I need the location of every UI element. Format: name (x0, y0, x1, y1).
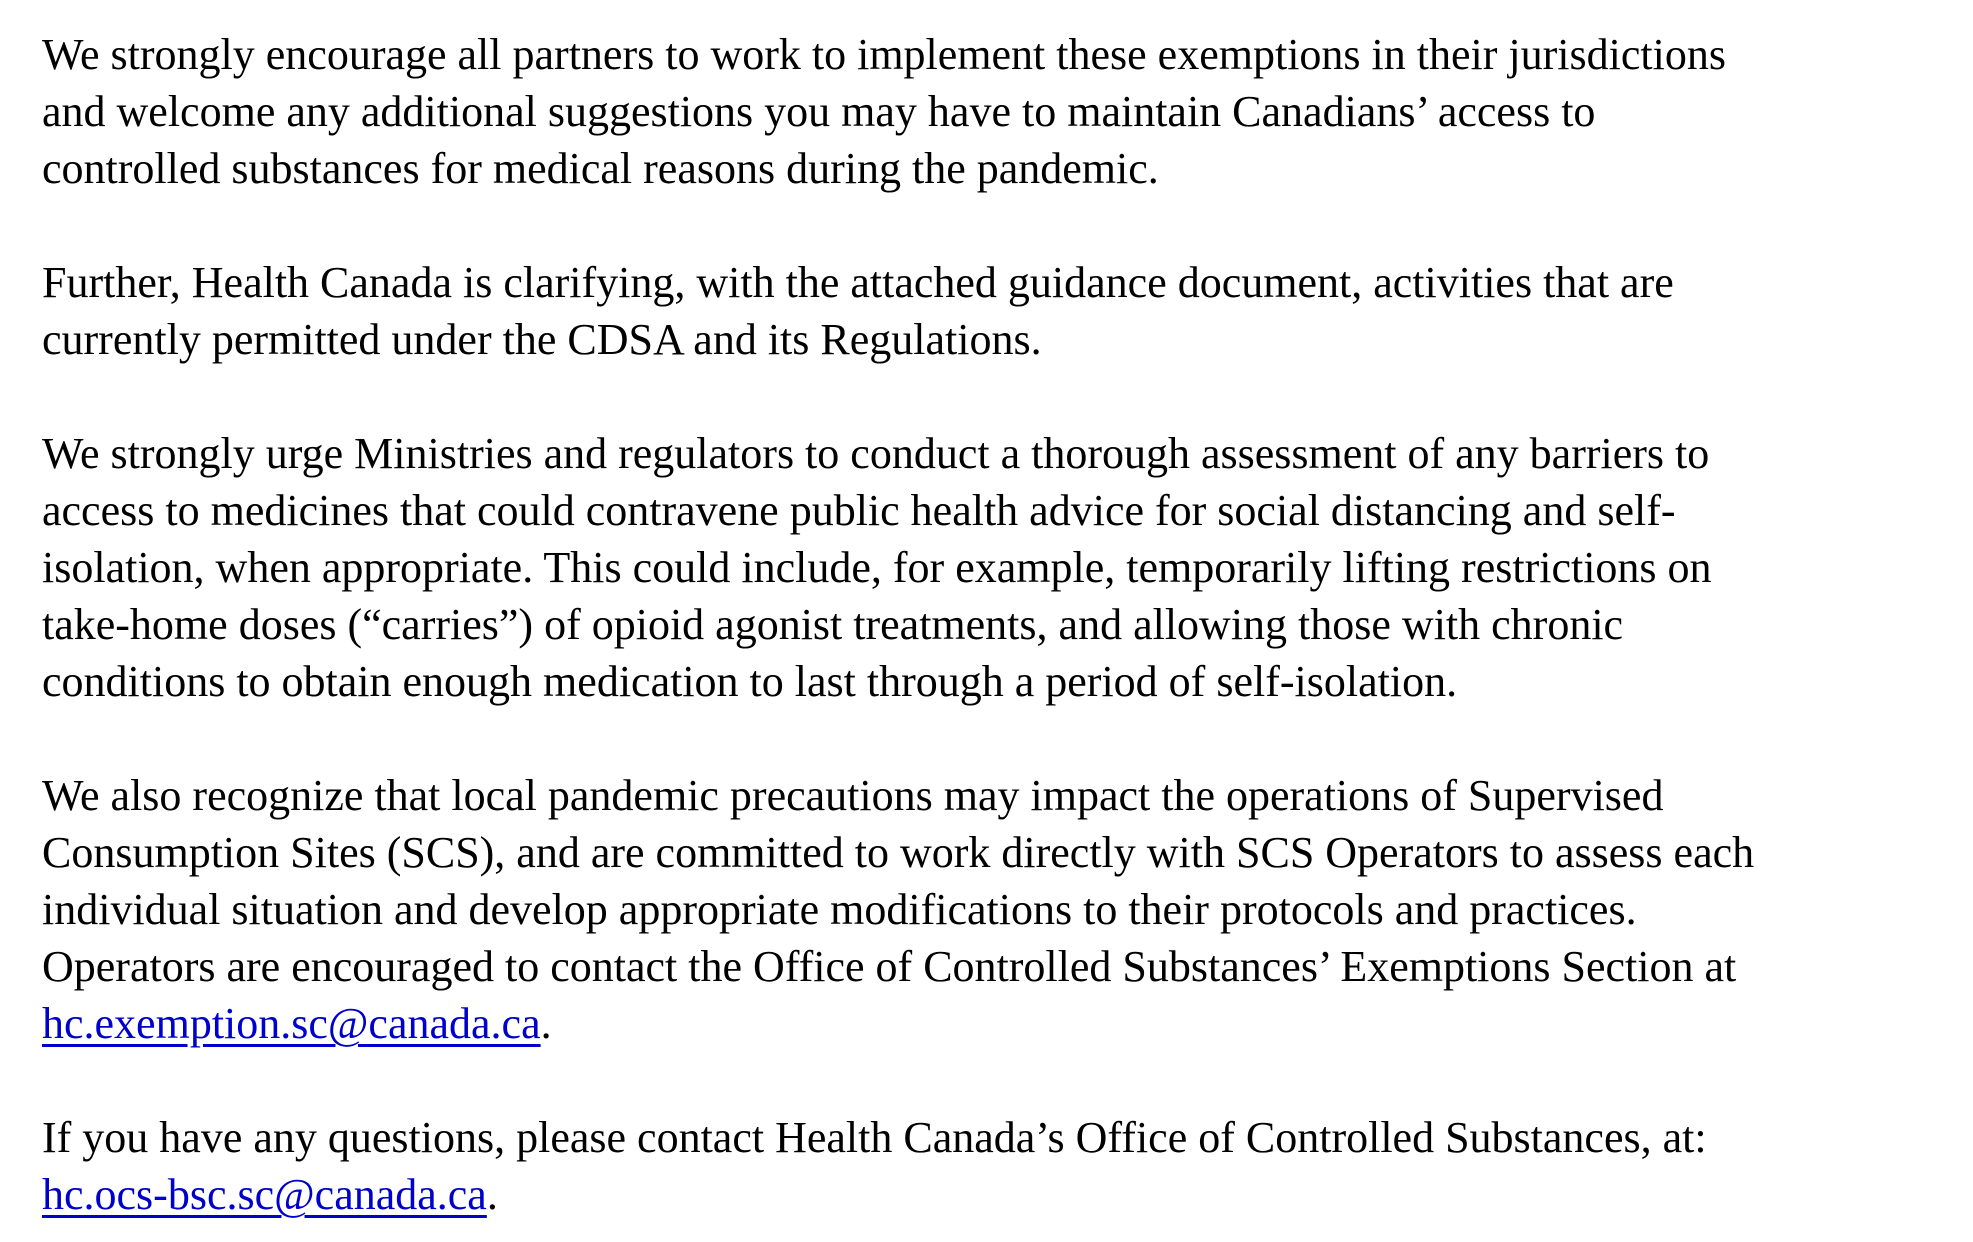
text-line: If you have any questions, please contact Health Canada’s Office of Controlled Substances, at: (42, 1113, 1707, 1162)
text-line: conditions to obtain enough medication to last through a period of self-isolation. (42, 657, 1458, 706)
text-line: controlled substances for medical reasons during the pandemic. (42, 144, 1159, 193)
paragraph-supervised-consumption-sites (42, 767, 1945, 1052)
text-line: take-home doses (“carries”) of opioid agonist treatments, and allowing those with chronic (42, 600, 1624, 649)
paragraph-questions-contact (42, 1109, 1945, 1223)
text-line: Operators are encouraged to contact the Office of Controlled Substances’ Exemptions Section at (42, 942, 1737, 991)
text-line: and welcome any additional suggestions you may have to maintain Canadians’ access to (42, 87, 1596, 136)
text-line: We strongly urge Ministries and regulators to conduct a thorough assessment of any barriers to (42, 429, 1710, 478)
text-line: We strongly encourage all partners to work to implement these exemptions in their jurisdictions (42, 30, 1726, 79)
text-line: currently permitted under the CDSA and its Regulations. (42, 315, 1042, 364)
ocs-email-link[interactable]: hc.ocs-bsc.sc@canada.ca (42, 1170, 487, 1219)
paragraph-guidance-document (42, 254, 1945, 368)
text-line: We also recognize that local pandemic precautions may impact the operations of Supervised (42, 771, 1664, 820)
text-line: Further, Health Canada is clarifying, with the attached guidance document, activities that are (42, 258, 1674, 307)
text-line: Consumption Sites (SCS), and are committed to work directly with SCS Operators to assess each (42, 828, 1755, 877)
text-line: individual situation and develop appropriate modifications to their protocols and practices. (42, 885, 1637, 934)
text-line: access to medicines that could contravene public health advice for social distancing and self- (42, 486, 1676, 535)
link-suffix: . (486, 1170, 498, 1219)
link-suffix: . (540, 999, 552, 1048)
text-line: isolation, when appropriate. This could include, for example, temporarily lifting restrictions on (42, 543, 1712, 592)
exemption-email-link[interactable]: hc.exemption.sc@canada.ca (42, 999, 541, 1048)
paragraph-encourage-partners (42, 26, 1945, 197)
paragraph-urge-ministries (42, 425, 1945, 710)
